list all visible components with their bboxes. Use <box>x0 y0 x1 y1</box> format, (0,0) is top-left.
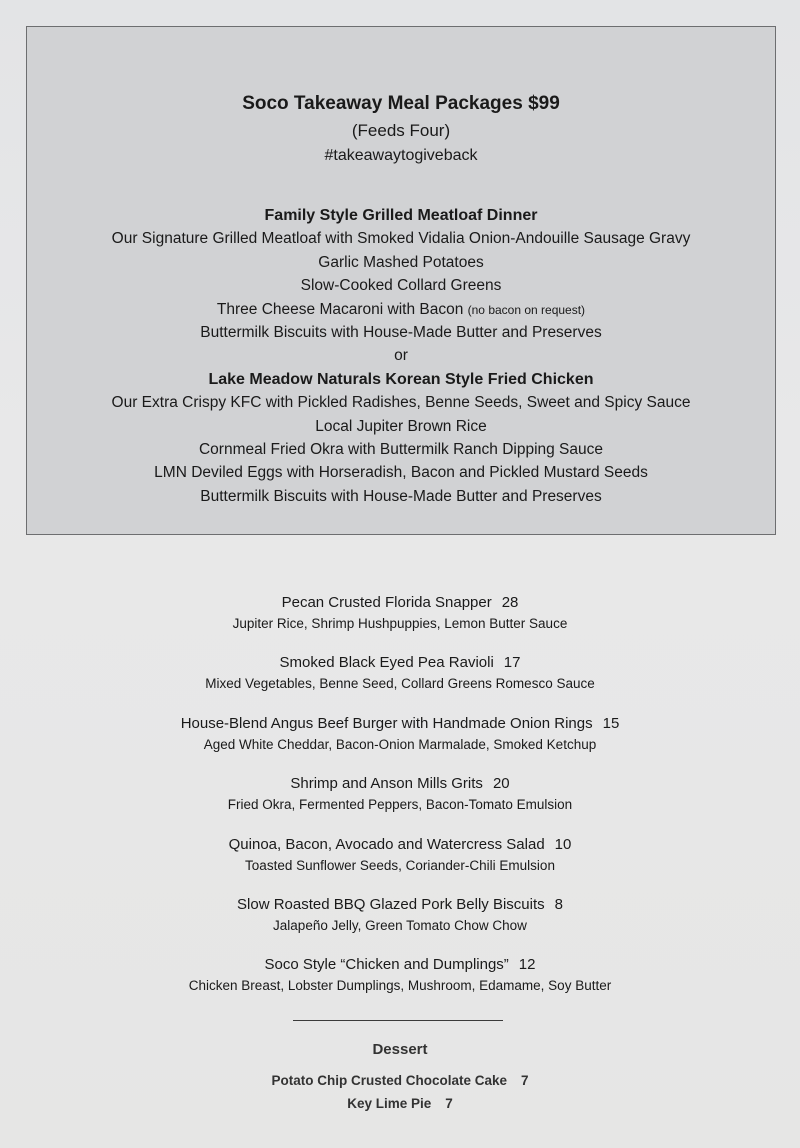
menu-item-title <box>0 954 800 976</box>
menu-item-description: Jalapeño Jelly, Green Tomato Chow Chow <box>273 917 527 933</box>
package-line <box>27 415 775 438</box>
package-line-text: or <box>394 347 408 365</box>
dessert-item <box>0 1069 800 1092</box>
menu-item-name: Shrimp and Anson Mills Grits <box>290 775 483 793</box>
menu-item-name: Smoked Black Eyed Pea Ravioli <box>279 654 494 672</box>
package-line-text: Local Jupiter Brown Rice <box>315 417 487 435</box>
menu-item-price: 15 <box>602 714 620 732</box>
menu-item-price: 28 <box>501 594 519 611</box>
menu-item-description: Chicken Breast, Lobster Dumplings, Mushroom, Edamame, Soy Butter <box>188 978 612 994</box>
menu-item-name: Slow Roasted BBQ Glazed Pork Belly Biscuits <box>237 895 545 913</box>
package-line-text: Three Cheese Macaroni with Bacon <box>216 300 464 318</box>
package-line-note: (no bacon on request) <box>467 302 586 317</box>
package-line <box>27 274 775 297</box>
package-line-text: Garlic Mashed Potatoes <box>318 253 484 271</box>
menu-item <box>0 773 800 833</box>
package-line-text: Buttermilk Biscuits with House-Made Butter and Preserves <box>200 487 602 505</box>
menu-item <box>0 834 800 894</box>
package-option-heading <box>27 204 775 227</box>
package-line <box>27 391 775 414</box>
package-option-heading <box>27 368 775 391</box>
package-line-text: Our Signature Grilled Meatloaf with Smoked Vidalia Onion-Andouille Sausage Gravy <box>111 230 691 248</box>
dessert-items <box>0 1069 800 1115</box>
menu-item-price: 20 <box>492 775 510 793</box>
package-hashtag: #takeawaytogiveback <box>324 147 478 164</box>
dessert-item-name: Potato Chip Crusted Chocolate Cake <box>271 1073 508 1088</box>
menu-item-description: Fried Okra, Fermented Peppers, Bacon-Tomato Emulsion <box>227 797 573 813</box>
meal-package-box <box>26 26 776 535</box>
menu-item-title <box>0 713 800 735</box>
menu-item-name: Quinoa, Bacon, Avocado and Watercress Salad <box>228 835 545 853</box>
menu-item-title <box>0 834 800 856</box>
package-line <box>27 251 775 274</box>
package-line <box>27 344 775 367</box>
package-line-text: Cornmeal Fried Okra with Buttermilk Ranch Dipping Sauce <box>198 440 604 458</box>
menu-item-name: House-Blend Angus Beef Burger with Handmade Onion Rings <box>180 714 593 732</box>
menu-item-name: Soco Style “Chicken and Dumplings” <box>264 956 509 974</box>
dessert-item <box>0 1092 800 1115</box>
package-line-text: Slow-Cooked Collard Greens <box>300 277 502 295</box>
menu-item <box>0 652 800 712</box>
menu-item-name: Pecan Crusted Florida Snapper <box>281 594 492 611</box>
package-title: Soco Takeaway Meal Packages $99 <box>242 93 560 114</box>
dessert-heading: Dessert <box>372 1041 428 1058</box>
menu-item-price: 10 <box>554 835 572 853</box>
menu-item <box>0 894 800 954</box>
menu-item-title <box>0 773 800 795</box>
menu-item-price: 8 <box>554 895 563 913</box>
package-line-text: Lake Meadow Naturals Korean Style Fried Chicken <box>208 370 594 388</box>
dessert-item-name: Key Lime Pie <box>347 1096 432 1111</box>
menu-item-description: Mixed Vegetables, Benne Seed, Collard Greens Romesco Sauce <box>205 676 595 692</box>
menu-item <box>0 592 800 652</box>
menu-item-description: Toasted Sunflower Seeds, Coriander-Chili Emulsion <box>245 857 555 873</box>
package-line-text: Family Style Grilled Meatloaf Dinner <box>264 207 538 224</box>
package-line <box>27 438 775 461</box>
package-line-text: LMN Deviled Eggs with Horseradish, Bacon and Pickled Mustard Seeds <box>154 464 648 482</box>
menu-item-price: 17 <box>503 654 521 672</box>
menu-item-title <box>0 894 800 916</box>
package-line <box>27 321 775 344</box>
section-divider <box>293 1020 503 1021</box>
package-subtitle: (Feeds Four) <box>351 121 451 140</box>
menu-item <box>0 713 800 773</box>
menu-item <box>0 954 800 1014</box>
package-line <box>27 298 775 321</box>
menu-item-price: 12 <box>518 956 536 974</box>
package-line-text: Buttermilk Biscuits with House-Made Butter and Preserves <box>200 323 602 341</box>
menu-item-title <box>0 592 800 614</box>
package-line <box>27 227 775 250</box>
package-line-text: Our Extra Crispy KFC with Pickled Radishes, Benne Seeds, Sweet and Spicy Sauce <box>111 394 691 412</box>
menu-items <box>0 592 800 1015</box>
menu-item-title <box>0 652 800 674</box>
package-line <box>27 485 775 508</box>
dessert-item-price: 7 <box>521 1073 529 1088</box>
dessert-item-price: 7 <box>445 1096 453 1111</box>
package-contents <box>27 204 775 508</box>
package-line <box>27 461 775 484</box>
menu-item-description: Jupiter Rice, Shrimp Hushpuppies, Lemon Butter Sauce <box>232 616 568 631</box>
menu-item-description: Aged White Cheddar, Bacon-Onion Marmalade, Smoked Ketchup <box>203 736 597 752</box>
